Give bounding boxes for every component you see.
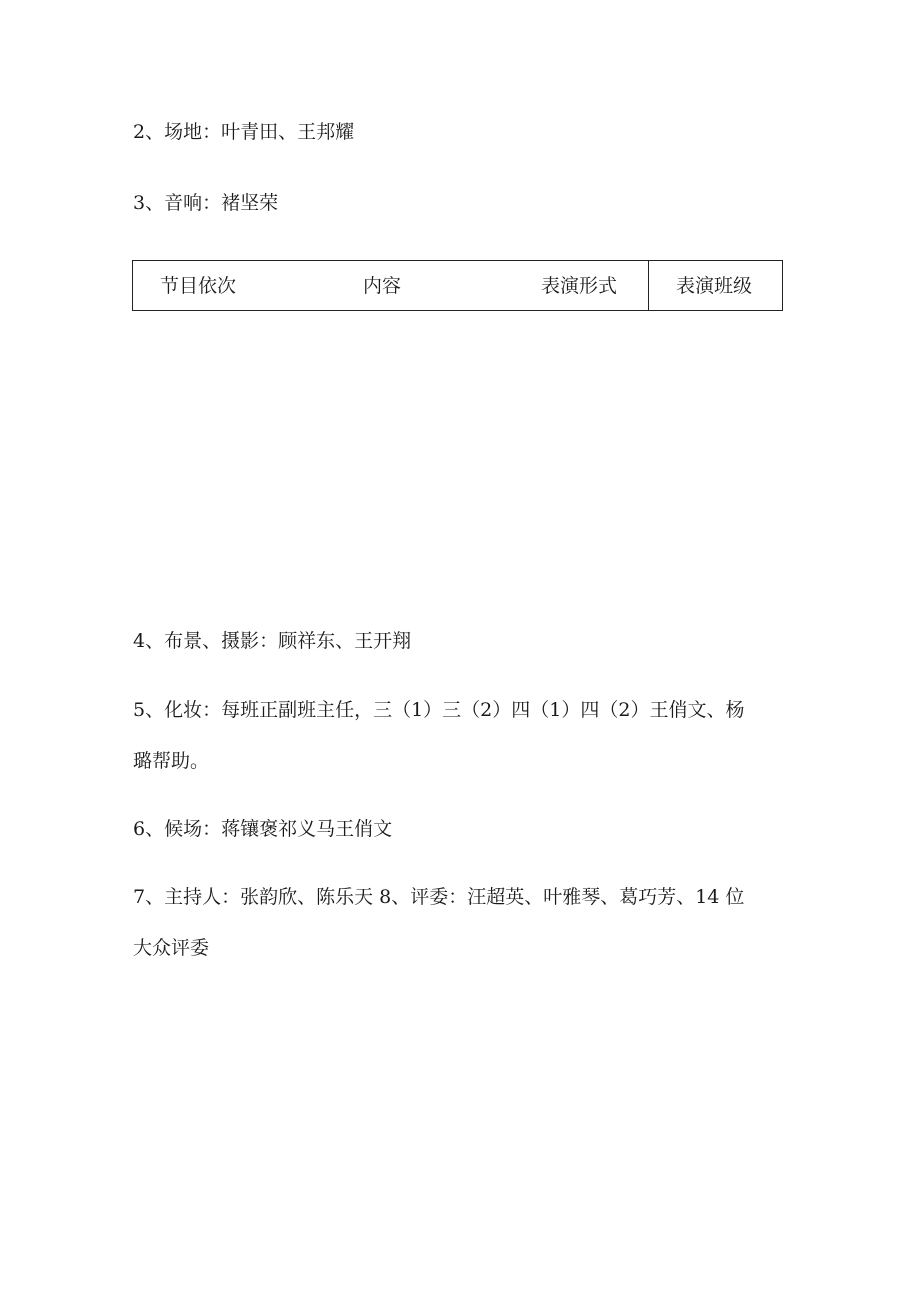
program-table xyxy=(132,260,783,311)
host-judges-line-continued: 大众评委 xyxy=(133,937,210,959)
makeup-line-continued: 璐帮助。 xyxy=(133,750,210,772)
makeup-line: 5、化妆：每班正副班主任，三（1）三（2）四（1）四（2）王俏文、杨 xyxy=(133,699,745,721)
scenery-line: 4、布景、摄影：顾祥东、王开翔 xyxy=(133,630,412,652)
header-content: 内容 xyxy=(363,275,402,297)
table-divider xyxy=(648,261,649,310)
venue-line: 2、场地：叶青田、王邦耀 xyxy=(133,121,355,143)
waiting-line: 6、候场：蒋镶褒祁义马王俏文 xyxy=(133,818,393,840)
header-order: 节目依次 xyxy=(160,275,237,297)
sound-line: 3、音响：褚坚荣 xyxy=(133,192,279,214)
header-form: 表演形式 xyxy=(541,275,618,297)
host-judges-line: 7、主持人：张韵欣、陈乐天 8、评委：汪超英、叶雅琴、葛巧芳、14 位 xyxy=(133,886,745,908)
header-class: 表演班级 xyxy=(676,275,753,297)
